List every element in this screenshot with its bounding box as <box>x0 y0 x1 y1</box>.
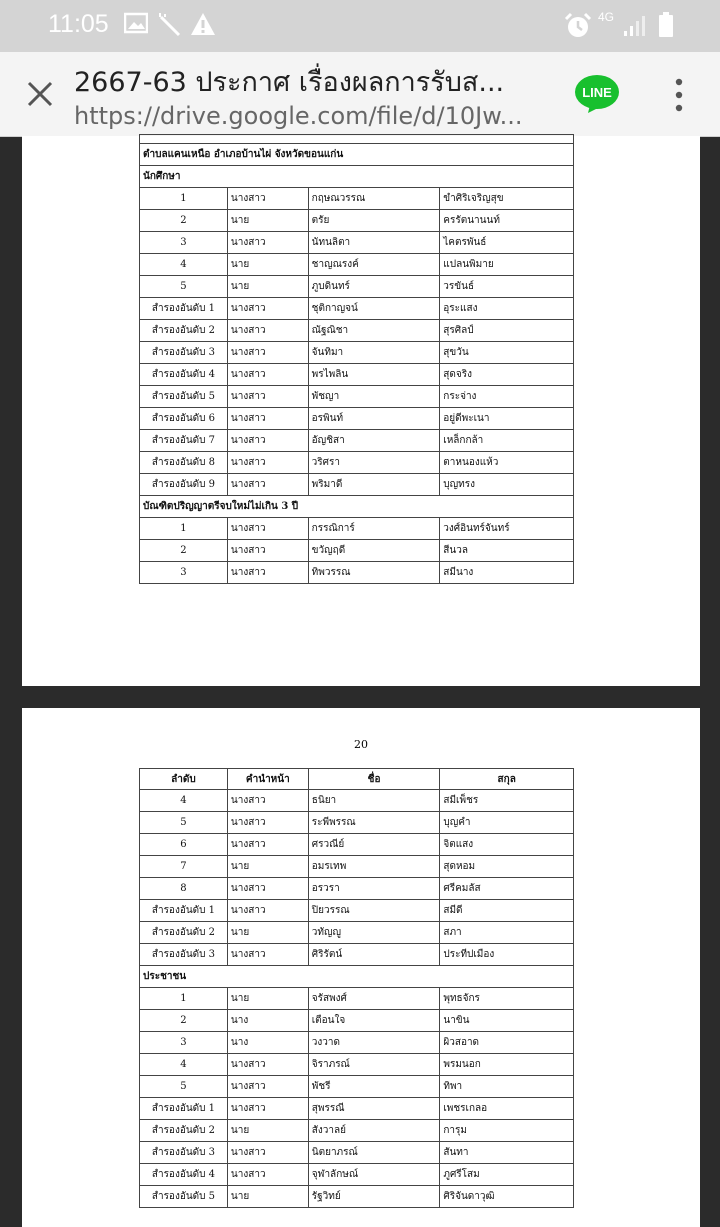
title-cell: นาย <box>227 856 308 878</box>
first-name-cell: นิตยาภรณ์ <box>308 1142 440 1164</box>
first-name-cell: ระพีพรรณ <box>308 812 440 834</box>
status-bar <box>0 0 720 52</box>
title-cell: นางสาว <box>227 474 308 496</box>
rank-cell: สำรองอันดับ 5 <box>140 1186 228 1208</box>
table-row <box>140 878 574 900</box>
first-name-cell: กฤษณวรรณ <box>308 188 440 210</box>
table-row <box>140 1142 574 1164</box>
first-name-cell: จิราภรณ์ <box>308 1054 440 1076</box>
title-cell: นาง <box>227 1010 308 1032</box>
document-url: https://drive.google.com/file/d/10Jw... <box>74 102 523 130</box>
first-name-cell: พริมาดี <box>308 474 440 496</box>
title-cell: นางสาว <box>227 1164 308 1186</box>
last-name-cell: จิตแสง <box>440 834 574 856</box>
title-cell: นางสาว <box>227 364 308 386</box>
title-cell: นางสาว <box>227 1054 308 1076</box>
table-row <box>140 1164 574 1186</box>
title-cell: นางสาว <box>227 386 308 408</box>
table-row <box>140 298 574 320</box>
rank-cell: 7 <box>140 856 228 878</box>
last-name-cell: แปลนพิมาย <box>440 254 574 276</box>
last-name-cell: กระจ่าง <box>440 386 574 408</box>
table-row <box>140 562 574 584</box>
rank-cell: 8 <box>140 878 228 900</box>
table-row <box>140 364 574 386</box>
spacer-cell <box>140 135 574 144</box>
table-row <box>140 232 574 254</box>
rank-cell: 3 <box>140 562 228 584</box>
rank-cell: สำรองอันดับ 4 <box>140 1164 228 1186</box>
rank-cell: 2 <box>140 540 228 562</box>
rank-cell: 5 <box>140 1076 228 1098</box>
spacer-row <box>140 135 574 144</box>
title-cell: นางสาว <box>227 1076 308 1098</box>
rank-cell: สำรองอันดับ 3 <box>140 1142 228 1164</box>
first-name-cell: วทัญญู <box>308 922 440 944</box>
first-name-cell: ศรวณีย์ <box>308 834 440 856</box>
rank-cell: สำรองอันดับ 8 <box>140 452 228 474</box>
section-header-row-label: บัณฑิตปริญญาตรีจบใหม่ไม่เกิน 3 ปี <box>140 496 574 518</box>
rank-cell: สำรองอันดับ 3 <box>140 342 228 364</box>
title-cell: นางสาว <box>227 878 308 900</box>
first-name-cell: ชุติกาญจน์ <box>308 298 440 320</box>
first-name-cell: วริศรา <box>308 452 440 474</box>
column-header: ชื่อ <box>308 769 440 790</box>
table-row <box>140 210 574 232</box>
title-cell: นางสาว <box>227 1142 308 1164</box>
title-cell: นางสาว <box>227 232 308 254</box>
rank-cell: 6 <box>140 834 228 856</box>
table-row <box>140 1010 574 1032</box>
rank-cell: สำรองอันดับ 3 <box>140 944 228 966</box>
warning-icon <box>190 12 216 40</box>
table-row <box>140 1076 574 1098</box>
last-name-cell: อุระแสง <box>440 298 574 320</box>
last-name-cell: เพชรเกลอ <box>440 1098 574 1120</box>
rank-cell: 3 <box>140 1032 228 1054</box>
first-name-cell: อมรเทพ <box>308 856 440 878</box>
first-name-cell: อรพินท์ <box>308 408 440 430</box>
section-header-row-label: ประชาชน <box>140 966 574 988</box>
title-cell: นาย <box>227 1186 308 1208</box>
table-row <box>140 276 574 298</box>
location-header-row <box>140 144 574 166</box>
rank-cell: 1 <box>140 988 228 1010</box>
last-name-cell: ไคตรพันธ์ <box>440 232 574 254</box>
first-name-cell: พัชญา <box>308 386 440 408</box>
page-number: 20 <box>354 738 368 751</box>
section-header-row-label: นักศึกษา <box>140 166 574 188</box>
results-table-page-1 <box>139 134 574 584</box>
last-name-cell: สีนวล <box>440 540 574 562</box>
rank-cell: สำรองอันดับ 9 <box>140 474 228 496</box>
last-name-cell: วงศ์อินทร์จันทร์ <box>440 518 574 540</box>
first-name-cell: จุฬาลักษณ์ <box>308 1164 440 1186</box>
title-cell: นางสาว <box>227 408 308 430</box>
first-name-cell: จันทิมา <box>308 342 440 364</box>
last-name-cell: อยู่ดีพะเนา <box>440 408 574 430</box>
last-name-cell: สุขวัน <box>440 342 574 364</box>
title-cell: นางสาว <box>227 188 308 210</box>
last-name-cell: ขำศิริเจริญสุข <box>440 188 574 210</box>
title-cell: นางสาว <box>227 834 308 856</box>
close-icon[interactable] <box>20 74 60 114</box>
location-header-row-label: ตำบลแคนเหนือ อำเภอบ้านไผ่ จังหวัดขอนแก่น <box>140 144 574 166</box>
last-name-cell: พุทธจักร <box>440 988 574 1010</box>
first-name-cell: ปิยวรรณ <box>308 900 440 922</box>
table-row <box>140 1098 574 1120</box>
rank-cell: สำรองอันดับ 2 <box>140 1120 228 1142</box>
last-name-cell: การุม <box>440 1120 574 1142</box>
table-row <box>140 386 574 408</box>
status-time: 11:05 <box>48 10 109 38</box>
table-row <box>140 1120 574 1142</box>
rank-cell: 4 <box>140 790 228 812</box>
table-row <box>140 900 574 922</box>
last-name-cell: ตาหนองแห้ว <box>440 452 574 474</box>
first-name-cell: อัญชิสา <box>308 430 440 452</box>
first-name-cell: กรรณิการ์ <box>308 518 440 540</box>
document-page-19 <box>22 136 700 686</box>
rank-cell: 5 <box>140 276 228 298</box>
first-name-cell: จรัสพงศ์ <box>308 988 440 1010</box>
title-cell: นาย <box>227 922 308 944</box>
first-name-cell: สุพรรณี <box>308 1098 440 1120</box>
last-name-cell: บุญคำ <box>440 812 574 834</box>
table-row <box>140 790 574 812</box>
title-cell: นางสาว <box>227 518 308 540</box>
title-cell: นาย <box>227 988 308 1010</box>
last-name-cell: ครรัตนานนท์ <box>440 210 574 232</box>
table-row <box>140 474 574 496</box>
title-cell: นางสาว <box>227 812 308 834</box>
last-name-cell: นาขิน <box>440 1010 574 1032</box>
title-cell: นางสาว <box>227 1098 308 1120</box>
rank-cell: 4 <box>140 254 228 276</box>
title-cell: นางสาว <box>227 320 308 342</box>
last-name-cell: เหล็กกล้า <box>440 430 574 452</box>
table-row <box>140 518 574 540</box>
line-badge-label: LINE <box>582 85 612 100</box>
alarm-icon <box>564 12 592 44</box>
rank-cell: สำรองอันดับ 2 <box>140 922 228 944</box>
section-header-row <box>140 166 574 188</box>
first-name-cell: ณัฐณิชา <box>308 320 440 342</box>
last-name-cell: สมีดี <box>440 900 574 922</box>
last-name-cell: สมีเพ็ชร <box>440 790 574 812</box>
network-type-label: 4G <box>598 10 615 24</box>
table-row <box>140 188 574 210</box>
last-name-cell: วรขันธ์ <box>440 276 574 298</box>
title-cell: นางสาว <box>227 452 308 474</box>
first-name-cell: ตรัย <box>308 210 440 232</box>
rank-cell: 4 <box>140 1054 228 1076</box>
signal-icon <box>622 14 646 42</box>
last-name-cell: บุญทรง <box>440 474 574 496</box>
title-cell: นางสาว <box>227 298 308 320</box>
last-name-cell: สุดจริง <box>440 364 574 386</box>
rank-cell: สำรองอันดับ 6 <box>140 408 228 430</box>
table-row <box>140 408 574 430</box>
document-title: 2667-63 ประกาศ เรื่องผลการรับส... <box>74 67 505 98</box>
title-cell: นาย <box>227 276 308 298</box>
last-name-cell: สภา <box>440 922 574 944</box>
title-cell: นางสาว <box>227 562 308 584</box>
image-notification-icon <box>124 12 148 38</box>
last-name-cell: ประทีปเมือง <box>440 944 574 966</box>
first-name-cell: สังวาลย์ <box>308 1120 440 1142</box>
title-cell: นาย <box>227 254 308 276</box>
first-name-cell: รัฐวิทย์ <box>308 1186 440 1208</box>
first-name-cell: พัชรี <box>308 1076 440 1098</box>
table-row <box>140 430 574 452</box>
line-share-icon[interactable] <box>574 74 620 114</box>
table-row <box>140 1032 574 1054</box>
last-name-cell: ภูศรีโสม <box>440 1164 574 1186</box>
title-cell: นาง <box>227 1032 308 1054</box>
last-name-cell: ผิวสอาด <box>440 1032 574 1054</box>
table-row <box>140 856 574 878</box>
table-row <box>140 254 574 276</box>
first-name-cell: ศิริรัตน์ <box>308 944 440 966</box>
rank-cell: สำรองอันดับ 1 <box>140 298 228 320</box>
last-name-cell: สันทา <box>440 1142 574 1164</box>
last-name-cell: ทิพา <box>440 1076 574 1098</box>
table-row <box>140 1054 574 1076</box>
last-name-cell: สุดหอม <box>440 856 574 878</box>
title-cell: นางสาว <box>227 342 308 364</box>
title-cell: นางสาว <box>227 430 308 452</box>
first-name-cell: อรวรา <box>308 878 440 900</box>
first-name-cell: ขวัญฤดี <box>308 540 440 562</box>
column-header: สกุล <box>440 769 574 790</box>
first-name-cell: ภูบดินทร์ <box>308 276 440 298</box>
title-cell: นางสาว <box>227 790 308 812</box>
table-row <box>140 1186 574 1208</box>
first-name-cell: วงวาด <box>308 1032 440 1054</box>
title-cell: นางสาว <box>227 540 308 562</box>
table-header-row <box>140 769 574 790</box>
first-name-cell: นัทนลิตา <box>308 232 440 254</box>
rank-cell: สำรองอันดับ 1 <box>140 1098 228 1120</box>
title-cell: นาย <box>227 1120 308 1142</box>
rank-cell: สำรองอันดับ 1 <box>140 900 228 922</box>
rank-cell: สำรองอันดับ 7 <box>140 430 228 452</box>
table-row <box>140 342 574 364</box>
rank-cell: 2 <box>140 1010 228 1032</box>
magic-wand-icon <box>157 12 183 42</box>
rank-cell: 1 <box>140 518 228 540</box>
rank-cell: สำรองอันดับ 4 <box>140 364 228 386</box>
first-name-cell: ชาญณรงค์ <box>308 254 440 276</box>
table-row <box>140 320 574 342</box>
more-options-icon[interactable] <box>664 76 694 114</box>
first-name-cell: ธนิยา <box>308 790 440 812</box>
last-name-cell: พรมนอก <box>440 1054 574 1076</box>
first-name-cell: เตือนใจ <box>308 1010 440 1032</box>
rank-cell: สำรองอันดับ 5 <box>140 386 228 408</box>
title-cell: นางสาว <box>227 900 308 922</box>
rank-cell: 1 <box>140 188 228 210</box>
rank-cell: สำรองอันดับ 2 <box>140 320 228 342</box>
rank-cell: 2 <box>140 210 228 232</box>
results-table-page-2 <box>139 768 574 1208</box>
document-page-20 <box>22 708 700 1227</box>
rank-cell: 3 <box>140 232 228 254</box>
table-row <box>140 540 574 562</box>
section-header-row <box>140 966 574 988</box>
title-cell: นาย <box>227 210 308 232</box>
table-row <box>140 834 574 856</box>
last-name-cell: สมีนาง <box>440 562 574 584</box>
first-name-cell: ทิพวรรณ <box>308 562 440 584</box>
table-row <box>140 988 574 1010</box>
last-name-cell: ศิริจันดาวุฒิ <box>440 1186 574 1208</box>
table-row <box>140 812 574 834</box>
column-header: คำนำหน้า <box>227 769 308 790</box>
viewer-toolbar <box>0 52 720 137</box>
last-name-cell: สุรศิลป์ <box>440 320 574 342</box>
battery-icon <box>658 12 674 42</box>
table-row <box>140 452 574 474</box>
title-cell: นางสาว <box>227 944 308 966</box>
first-name-cell: พรไพลิน <box>308 364 440 386</box>
table-row <box>140 944 574 966</box>
last-name-cell: ศรีคมลัส <box>440 878 574 900</box>
rank-cell: 5 <box>140 812 228 834</box>
column-header: ลำดับ <box>140 769 228 790</box>
table-row <box>140 922 574 944</box>
section-header-row <box>140 496 574 518</box>
